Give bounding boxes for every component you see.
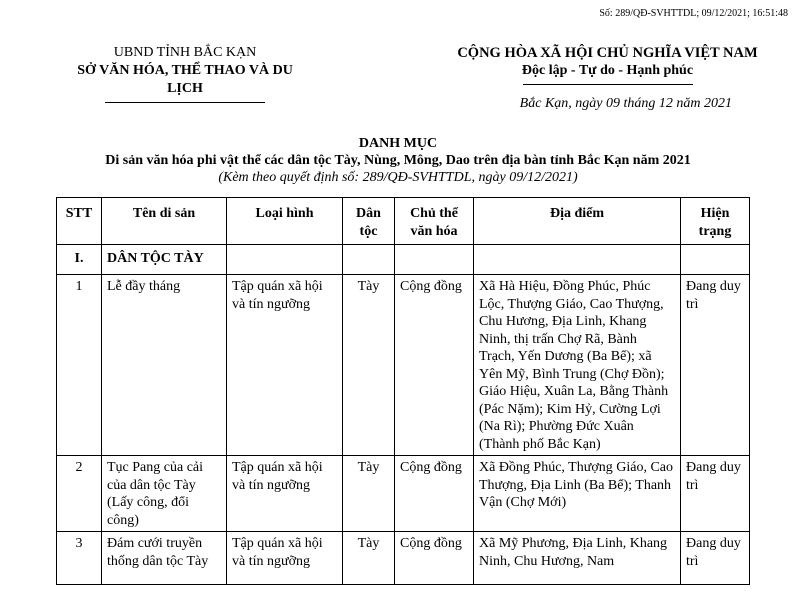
col-header-ethnic-line2: tộc — [359, 223, 378, 239]
row-location: Xã Mỹ Phương, Địa Linh, Khang Ninh, Chu Hương, Nam — [474, 532, 681, 585]
document-reference: (Kèm theo quyết định số: 289/QĐ-SVHTTDL, ngày 09/12/2021) — [218, 170, 578, 185]
col-header-owner — [395, 198, 474, 245]
row-status: Đang duy trì — [681, 532, 750, 585]
row-ethnic: Tày — [343, 275, 395, 456]
issuer-parent-org: UBND TỈNH BẮC KẠN — [113, 45, 257, 60]
row-name: Lễ đầy tháng — [102, 275, 227, 456]
table-row — [57, 456, 750, 532]
row-owner: Cộng đồng — [395, 275, 474, 456]
col-header-type: Loại hình — [227, 198, 343, 245]
row-status: Đang duy trì — [681, 456, 750, 532]
col-header-status — [681, 198, 750, 245]
national-motto: Độc lập - Tự do - Hạnh phúc — [521, 63, 694, 78]
col-header-name: Tên di sản — [102, 198, 227, 245]
col-header-status-line2: trạng — [698, 223, 732, 239]
table-header-row — [57, 198, 750, 245]
motto-underline — [523, 84, 693, 85]
table-row — [57, 275, 750, 456]
row-location: Xã Đồng Phúc, Thượng Giáo, Cao Thượng, Địa Linh (Ba Bể); Thanh Vận (Chợ Mới) — [474, 456, 681, 532]
row-name: Tục Pang của cải của dân tộc Tày (Lấy công, đổi công) — [102, 456, 227, 532]
document-title: DANH MỤC — [358, 136, 438, 151]
row-type: Tập quán xã hội và tín ngưỡng — [227, 275, 343, 456]
document-number-stamp: Số: 289/QĐ-SVHTTDL; 09/12/2021; 16:51:48 — [599, 8, 788, 19]
row-name: Đám cưới truyền thống dân tộc Tày — [102, 532, 227, 585]
col-header-ethnic — [343, 198, 395, 245]
row-stt: 2 — [57, 456, 102, 532]
document-title-block — [0, 135, 796, 186]
section-number: I. — [57, 245, 102, 275]
col-header-owner-line1: Chủ thể — [410, 206, 458, 221]
issue-date: Bắc Kạn, ngày 09 tháng 12 năm 2021 — [519, 96, 732, 111]
heritage-table — [56, 197, 750, 585]
section-label: DÂN TỘC TÀY — [102, 245, 227, 275]
row-type: Tập quán xã hội và tín ngưỡng — [227, 532, 343, 585]
row-ethnic: Tày — [343, 532, 395, 585]
col-header-location: Địa điểm — [474, 198, 681, 245]
row-stt: 1 — [57, 275, 102, 456]
national-name: CỘNG HÒA XÃ HỘI CHỦ NGHĨA VIỆT NAM — [457, 45, 758, 61]
row-owner: Cộng đồng — [395, 532, 474, 585]
section-row — [57, 245, 750, 275]
col-header-status-line1: Hiện — [700, 206, 730, 221]
row-ethnic: Tày — [343, 456, 395, 532]
row-owner: Cộng đồng — [395, 456, 474, 532]
table-row — [57, 532, 750, 585]
issuer-department: SỞ VĂN HÓA, THỂ THAO VÀ DU LỊCH — [77, 63, 293, 96]
national-motto-header — [440, 44, 775, 85]
row-stt: 3 — [57, 532, 102, 585]
col-header-owner-line2: văn hóa — [410, 223, 458, 239]
document-subtitle: Di sản văn hóa phi vật thể các dân tộc Tày, Nùng, Mông, Dao trên địa bàn tỉnh Bắc Kạn năm 2021 — [105, 153, 691, 168]
row-status: Đang duy trì — [681, 275, 750, 456]
issuer-header — [65, 44, 305, 103]
row-type: Tập quán xã hội và tín ngưỡng — [227, 456, 343, 532]
col-header-stt: STT — [57, 198, 102, 245]
row-location: Xã Hà Hiệu, Đồng Phúc, Phúc Lộc, Thượng Giáo, Cao Thượng, Chu Hương, Địa Linh, Khang Ninh, thị trấn Chợ Rã, Bành Trạch, Yến Dương (Ba Bể); xã Yên Mỹ, Bình Trung (Chợ Đồn); Giáo Hiệu, Xuân La, Bằng Thành (Pác Nặm); Kim Hỷ, Cường Lợi (Na Rì); Phường Đức Xuân (Thành phố Bắc Kạn) — [474, 275, 681, 456]
issuer-underline — [105, 102, 265, 103]
col-header-ethnic-line1: Dân — [356, 206, 381, 221]
